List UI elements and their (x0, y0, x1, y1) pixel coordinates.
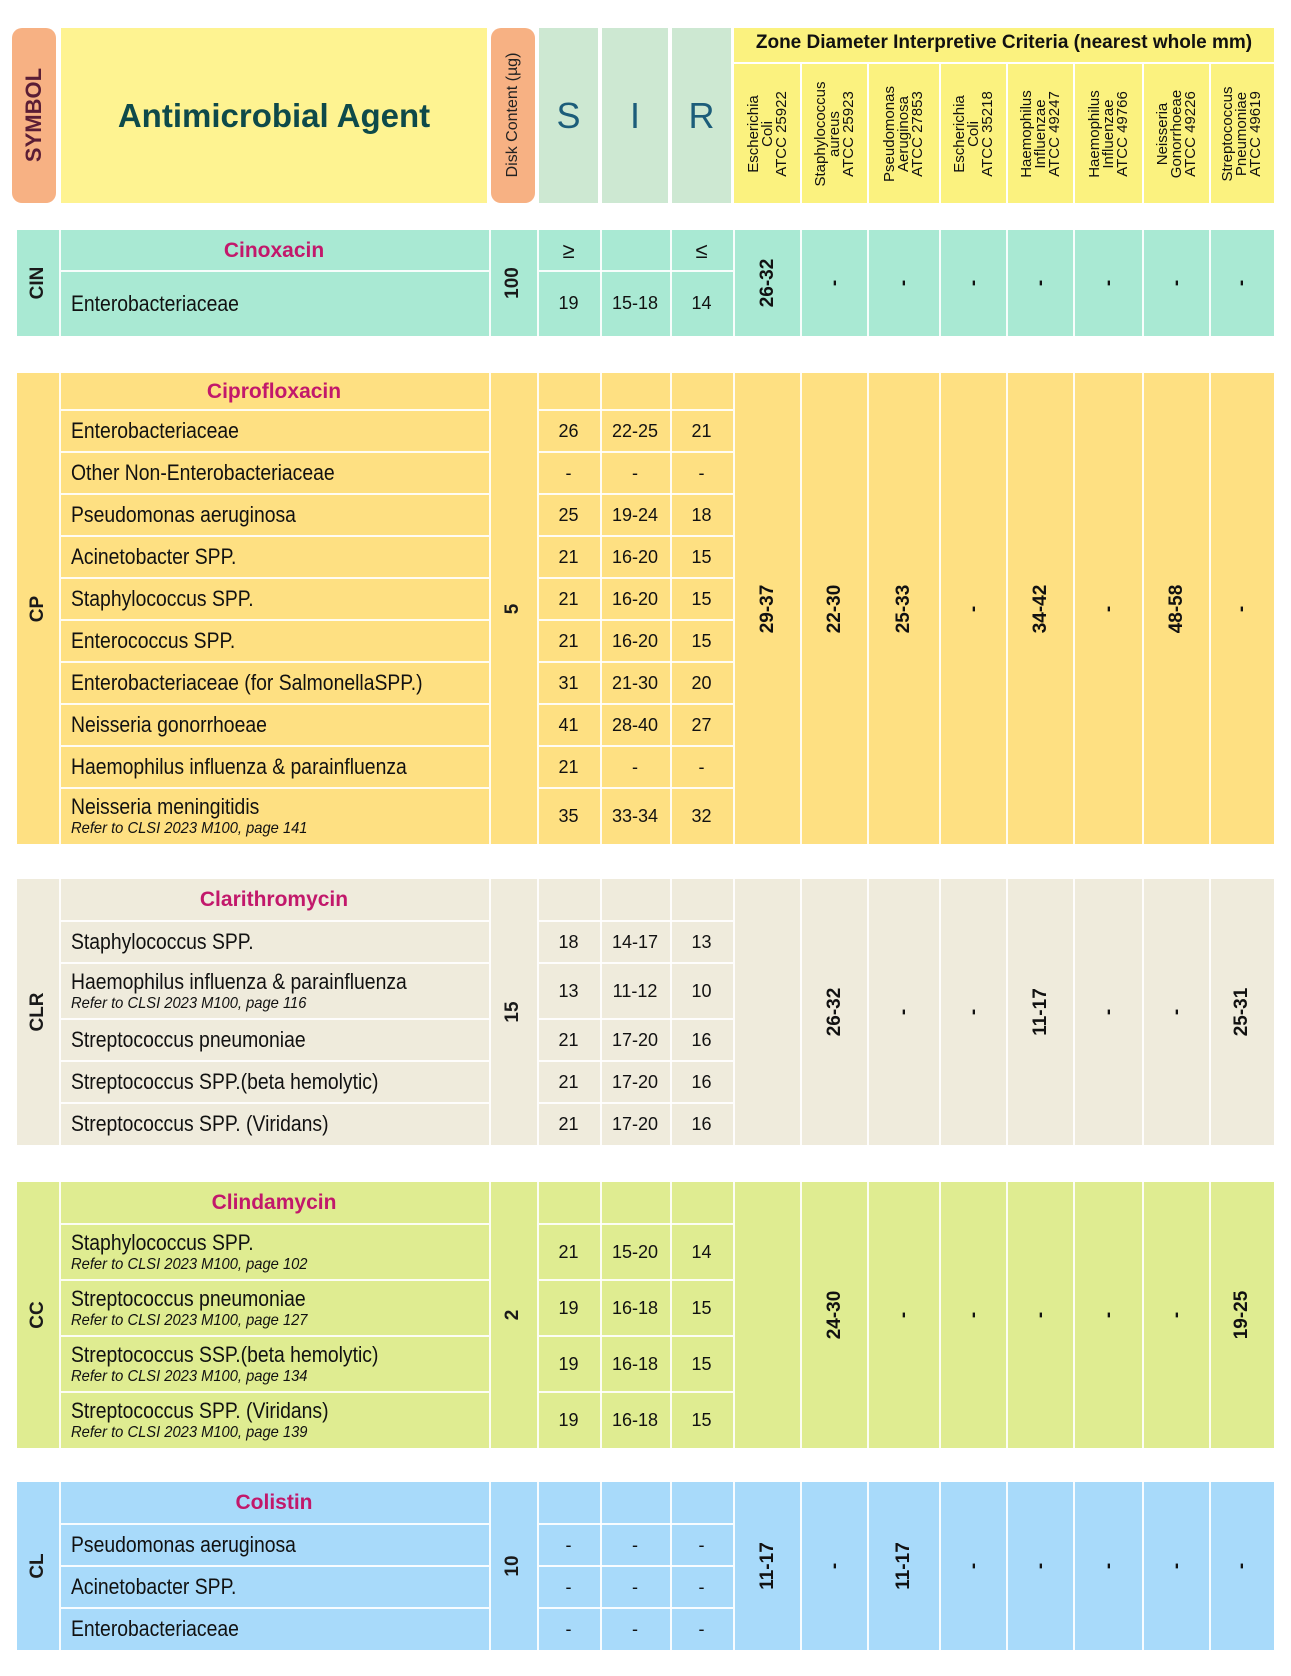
column-divider (939, 1482, 941, 1650)
column-divider (800, 373, 802, 844)
s-value: - (565, 1535, 572, 1555)
organism-header (803, 64, 866, 203)
organism-header-label (1017, 90, 1063, 178)
organism-name: Streptococcus SPP. (Viridans) (71, 1398, 329, 1423)
r-value: 27 (691, 715, 712, 735)
qc-range: - (962, 605, 984, 612)
organism-name: Enterobacteriaceae (71, 290, 239, 316)
r-value: 15 (691, 547, 712, 567)
s-value: 21 (558, 757, 579, 777)
i-value: 28-40 (611, 715, 659, 735)
qc-range: 29-37 (756, 584, 778, 633)
agent-header (61, 28, 487, 203)
header-divider (800, 64, 802, 203)
i-header (602, 28, 668, 203)
column-divider (800, 1482, 802, 1650)
i-value: 16-20 (611, 631, 659, 651)
organism-header (1009, 64, 1072, 203)
organism-line: Haemophilus (1017, 90, 1035, 178)
organism-name: Staphylococcus SPP. (71, 1230, 254, 1255)
organism-header (736, 64, 799, 203)
disk-content: 15 (502, 1001, 523, 1023)
agent-title: Ciprofloxacin (206, 380, 342, 403)
qc-range: - (1231, 1562, 1252, 1570)
qc-range: - (1165, 1562, 1187, 1570)
organism-name: Pseudomonas aeruginosa (71, 1532, 296, 1557)
organism-line: Haemophilus (1085, 90, 1103, 178)
agent-title: Cinoxacin (223, 239, 325, 262)
clsi-reference: Refer to CLSI 2023 M100, page 134 (71, 1368, 308, 1385)
organism-line: Streptococcus (1219, 86, 1236, 182)
s-value: 21 (558, 1030, 579, 1050)
column-divider (939, 1182, 941, 1448)
i-value: - (632, 1535, 638, 1555)
qc-range: - (893, 279, 914, 287)
column-divider (867, 879, 869, 1145)
organism-line: Coli (964, 121, 982, 147)
organism-line: ATCC 27853 (909, 91, 926, 177)
column-divider (1209, 879, 1211, 1145)
organism-name: Other Non-Enterobacteriaceae (71, 460, 335, 485)
column-divider (867, 1182, 869, 1448)
qc-range: 34-42 (1029, 584, 1051, 633)
qc-range: - (823, 1562, 845, 1570)
i-value: 17-20 (611, 1114, 659, 1134)
qc-range: - (1097, 605, 1119, 612)
organism-name: Streptococcus SSP.(beta hemolytic) (71, 1342, 379, 1367)
r-value: 14 (691, 1242, 712, 1262)
s-value: 31 (558, 673, 579, 693)
s-value: 21 (558, 1242, 579, 1262)
organism-line: Escherichia (950, 95, 968, 173)
header-divider (939, 64, 941, 203)
section-symbol: CP (27, 595, 48, 622)
organism-header-label (744, 91, 790, 177)
i-value: 17-20 (611, 1030, 659, 1050)
i-value: - (632, 1577, 638, 1597)
s-value: 18 (558, 932, 579, 952)
s-header (539, 28, 598, 203)
organism-line: Pseudomonas (881, 86, 898, 182)
organism-line: aureus (825, 111, 843, 157)
agent-title: Colistin (235, 1491, 313, 1514)
organism-name: Acinetobacter SPP. (71, 1574, 237, 1599)
organism-name: Acinetobacter SPP. (71, 544, 237, 569)
s-value: 21 (558, 1114, 579, 1134)
column-divider (1142, 373, 1144, 844)
organism-name: Neisseria gonorrhoeae (71, 712, 267, 737)
agent-header-label: Antimicrobial Agent (117, 96, 431, 134)
i-value: 19-24 (611, 505, 659, 525)
disk-content: 5 (502, 603, 523, 614)
organism-header-label (1085, 90, 1131, 178)
r-value: 15 (691, 1410, 712, 1430)
organism-name: Streptococcus pneumoniae (71, 1027, 306, 1052)
s-value: 41 (558, 715, 579, 735)
header-divider (1006, 64, 1008, 203)
i-value: 16-18 (611, 1298, 659, 1318)
organism-header-label (950, 91, 996, 177)
qc-range: 11-17 (756, 1542, 778, 1590)
disk-header (491, 28, 535, 203)
s-value: 26 (558, 421, 579, 441)
organism-header (1212, 64, 1272, 203)
organism-name: Streptococcus SPP.(beta hemolytic) (71, 1069, 379, 1094)
s-value: 35 (558, 806, 579, 826)
column-divider (1142, 1482, 1144, 1650)
disk-header-label: Disk Content (µg) (504, 52, 521, 178)
organism-header (1145, 64, 1208, 203)
qc-range: 48-58 (1165, 584, 1187, 633)
qc-range: - (962, 1008, 984, 1016)
column-divider (1073, 879, 1075, 1145)
r-value: - (698, 1535, 705, 1555)
organism-line: Coli (758, 121, 776, 147)
i-value: 15-18 (611, 293, 659, 313)
r-value: 15 (691, 1354, 712, 1374)
r-value: 14 (691, 293, 712, 313)
s-value: 21 (558, 547, 579, 567)
organism-name: Enterobacteriaceae (71, 1616, 239, 1641)
organism-header (870, 64, 938, 203)
qc-range: - (1097, 1311, 1119, 1319)
column-divider (1209, 373, 1211, 844)
qc-range: - (1097, 279, 1119, 287)
organism-line: Staphylococcus (811, 81, 829, 187)
column-divider (1073, 1482, 1075, 1650)
column-divider (1073, 373, 1075, 844)
organism-line: ATCC 49766 (1113, 91, 1131, 177)
i-value: - (632, 463, 638, 483)
organism-line: ATCC 25922 (772, 91, 790, 177)
s-value: 25 (558, 505, 579, 525)
i-value: 15-20 (611, 1242, 659, 1262)
symbol-header (12, 28, 56, 203)
column-divider (939, 879, 941, 1145)
column-divider (733, 879, 735, 1145)
column-divider (733, 373, 735, 844)
i-value: 33-34 (611, 806, 659, 826)
i-value: 17-20 (611, 1072, 659, 1092)
qc-range: 11-17 (1029, 988, 1051, 1036)
r-value: 15 (691, 1298, 712, 1318)
organism-header (942, 64, 1005, 203)
qc-range: - (893, 1311, 914, 1319)
column-divider (1006, 1182, 1008, 1448)
s-value: - (565, 1619, 572, 1639)
r-value: 18 (691, 505, 712, 525)
disk-content: 100 (502, 267, 523, 299)
sir-direction-symbol: ≤ (695, 238, 708, 263)
organism-line: Gonorrhoeae (1167, 89, 1185, 179)
s-value: 13 (558, 981, 579, 1001)
qc-range: - (962, 279, 984, 287)
clsi-reference: Refer to CLSI 2023 M100, page 102 (71, 1256, 308, 1273)
i-value: 14-17 (611, 932, 659, 952)
qc-range: 22-30 (823, 584, 845, 633)
agent-title: Clarithromycin (199, 888, 349, 911)
section-symbol: CLR (27, 992, 48, 1032)
column-divider (1006, 1482, 1008, 1650)
column-divider (1073, 1182, 1075, 1448)
qc-range: - (962, 1311, 984, 1319)
r-value: 13 (691, 932, 712, 952)
header-divider (867, 64, 869, 203)
column-divider (1209, 1482, 1211, 1650)
organism-line: ATCC 49247 (1045, 91, 1063, 177)
organism-line: Neisseria (1153, 102, 1171, 166)
organism-name: Streptococcus SPP. (Viridans) (71, 1111, 329, 1136)
qc-range: - (1231, 605, 1252, 612)
qc-range: - (1097, 1008, 1119, 1016)
organism-line: Influenzae (1099, 99, 1117, 169)
s-value: 21 (558, 631, 579, 651)
column-divider (1142, 1182, 1144, 1448)
qc-range: - (1029, 279, 1051, 287)
column-divider (1006, 230, 1008, 336)
column-divider (867, 373, 869, 844)
clsi-reference: Refer to CLSI 2023 M100, page 116 (71, 995, 307, 1012)
s-value: 21 (558, 1072, 579, 1092)
s-value: - (565, 463, 572, 483)
organism-name: Enterobacteriaceae (71, 418, 239, 443)
qc-range: 24-30 (823, 1290, 845, 1340)
r-value: - (698, 757, 705, 777)
column-divider (1006, 879, 1008, 1145)
r-value: 15 (691, 631, 712, 651)
i-value: 16-20 (611, 547, 659, 567)
column-divider (1142, 879, 1144, 1145)
organism-header-label (811, 81, 857, 187)
section-symbol: CIN (27, 266, 48, 300)
i-value: 11-12 (612, 981, 658, 1001)
symbol-header-label: SYMBOL (21, 67, 46, 163)
organism-line: ATCC 49619 (1247, 91, 1264, 177)
organism-line: Pneumoniae (1233, 91, 1250, 177)
column-divider (939, 230, 941, 336)
s-value: - (565, 1577, 572, 1597)
r-value: - (698, 463, 705, 483)
agent-title: Clindamycin (211, 1191, 337, 1214)
column-divider (733, 230, 735, 336)
column-divider (1142, 230, 1144, 336)
header-divider (1142, 64, 1144, 203)
organism-header (1076, 64, 1141, 203)
qc-range: - (1029, 1311, 1051, 1319)
organism-line: Escherichia (744, 95, 762, 173)
qc-range: - (962, 1562, 984, 1570)
s-value: 19 (558, 1298, 579, 1318)
r-header-label: R (688, 94, 715, 136)
i-header-label: I (629, 94, 640, 136)
r-value: 15 (691, 589, 712, 609)
organism-header-label (1221, 86, 1263, 181)
disk-content: 10 (502, 1555, 523, 1577)
r-value: 21 (691, 421, 712, 441)
column-divider (1209, 1182, 1211, 1448)
s-value: 19 (558, 1354, 579, 1374)
column-divider (1073, 230, 1075, 336)
section-symbol: CL (27, 1553, 48, 1579)
s-value: 21 (558, 589, 579, 609)
qc-range: - (1165, 279, 1187, 287)
qc-range: 25-31 (1231, 987, 1252, 1037)
organism-header-label (1153, 89, 1199, 179)
header-divider (1209, 64, 1211, 203)
column-divider (733, 1482, 735, 1650)
i-value: 21-30 (611, 673, 659, 693)
qc-range: 25-33 (893, 584, 914, 633)
s-header-label: S (556, 94, 581, 136)
column-divider (733, 1182, 735, 1448)
organism-name: Staphylococcus SPP. (71, 929, 254, 954)
organism-name: Enterococcus SPP. (71, 628, 236, 653)
organism-name: Pseudomonas aeruginosa (71, 502, 296, 527)
r-value: 16 (691, 1114, 712, 1134)
organism-line: ATCC 49226 (1181, 91, 1199, 177)
qc-range: - (1029, 1562, 1051, 1570)
header-divider (734, 62, 1274, 64)
qc-range: 26-32 (756, 258, 778, 308)
i-value: - (632, 757, 638, 777)
column-divider (800, 1182, 802, 1448)
organism-name: Enterobacteriaceae (for SalmonellaSPP.) (71, 670, 423, 695)
organism-name: Neisseria meningitidis (71, 794, 260, 819)
column-divider (867, 230, 869, 336)
i-value: 16-20 (611, 589, 659, 609)
r-value: 16 (691, 1072, 712, 1092)
column-divider (867, 1482, 869, 1650)
qc-range: 11-17 (893, 1542, 914, 1590)
s-value: 19 (558, 1410, 579, 1430)
i-value: 22-25 (611, 421, 659, 441)
i-value: 16-18 (611, 1410, 659, 1430)
column-divider (939, 373, 941, 844)
disk-content: 2 (502, 1309, 523, 1321)
organism-line: Influenzae (1031, 99, 1049, 169)
header-divider (1073, 64, 1075, 203)
organism-name: Staphylococcus SPP. (71, 586, 254, 611)
organism-name: Haemophilus influenza & parainfluenza (71, 754, 407, 779)
section-symbol: CC (27, 1301, 48, 1329)
clsi-reference: Refer to CLSI 2023 M100, page 127 (71, 1312, 308, 1329)
qc-range: - (1165, 1008, 1187, 1016)
organism-line: ATCC 35218 (978, 91, 996, 177)
clsi-reference: Refer to CLSI 2023 M100, page 141 (71, 820, 308, 837)
qc-range: - (1231, 279, 1252, 287)
r-value: 10 (691, 981, 712, 1001)
column-divider (1006, 373, 1008, 844)
organism-header-label (883, 86, 925, 182)
qc-range: - (823, 279, 845, 287)
qc-range: 19-25 (1231, 1290, 1252, 1340)
r-value: - (698, 1619, 705, 1639)
r-value: 32 (691, 806, 712, 826)
zone-header-title: Zone Diameter Interpretive Criteria (nearest whole mm) (755, 32, 1253, 53)
s-value: 19 (558, 293, 579, 313)
sir-direction-symbol: ≥ (562, 238, 575, 263)
qc-range: - (1165, 1311, 1187, 1319)
organism-name: Haemophilus influenza & parainfluenza (71, 969, 407, 994)
i-value: - (632, 1619, 638, 1639)
i-value: 16-18 (611, 1354, 659, 1374)
organism-line: ATCC 25923 (839, 91, 857, 177)
qc-range: - (1097, 1562, 1119, 1570)
qc-range: 26-32 (823, 987, 845, 1037)
r-header (672, 28, 731, 203)
column-divider (800, 879, 802, 1145)
organism-name: Streptococcus pneumoniae (71, 1286, 306, 1311)
column-divider (1209, 230, 1211, 336)
organism-line: Aeruginosa (895, 96, 912, 172)
r-value: 20 (691, 673, 712, 693)
r-value: 16 (691, 1030, 712, 1050)
qc-range: - (893, 1008, 914, 1016)
clsi-reference: Refer to CLSI 2023 M100, page 139 (71, 1424, 308, 1441)
column-divider (800, 230, 802, 336)
r-value: - (698, 1577, 705, 1597)
